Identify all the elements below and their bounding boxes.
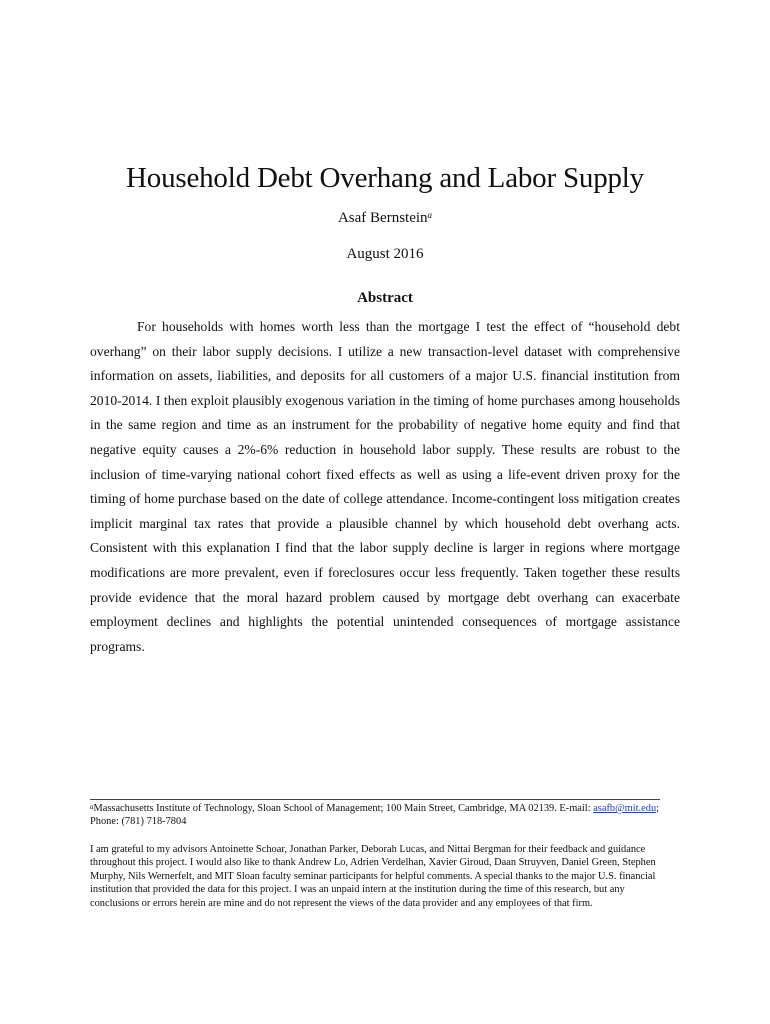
abstract-heading: Abstract bbox=[357, 290, 413, 306]
email-link[interactable]: asafb@mit.edu bbox=[593, 803, 657, 814]
author-line bbox=[0, 208, 770, 228]
footnote-divider bbox=[90, 799, 660, 800]
affiliation-text: Massachusetts Institute of Technology, Sloan School of Management; 100 Main Street, Cambridge, MA 02139. E-mail: bbox=[93, 803, 594, 814]
affiliation-footnote bbox=[90, 802, 660, 829]
author-name: Asaf Bernstein bbox=[337, 210, 428, 226]
acknowledgements-footnote: I am grateful to my advisors Antoinette Schoar, Jonathan Parker, Deborah Lucas, and Nittai Bergman for their feedback and guidance throughout this project. I would also like to thank Andrew Lo, Adrien Verdelhan, Xavier Giroud, Daan Struyven, Daniel Green, Stephen Murphy, Nils Wernerfelt, and MIT Sloan faculty seminar participants for helpful comments. A special thanks to the major U.S. financial institution that provided the data for this project. I was an unpaid intern at the institution during the time of this research, but any conclusions or errors herein are mine and do not represent the views of the data provider and any employees of that firm. bbox=[90, 844, 656, 909]
affiliation-footnote-mark: a bbox=[90, 803, 94, 811]
author-footnote-mark: a bbox=[427, 210, 433, 220]
paper-title: Household Debt Overhang and Labor Supply bbox=[126, 162, 644, 194]
paper-date: August 2016 bbox=[346, 246, 424, 262]
phone-text: ; Phone: (781) 718-7804 bbox=[90, 803, 660, 828]
abstract-text: For households with homes worth less than the mortgage I test the effect of “household debt overhang” on their labor supply decisions. I utilize a new transaction-level dataset with comprehensive information on assets, liabilities, and deposits for all customers of a major U.S. financial institution from 2010-2014. I then exploit plausibly exogenous variation in the timing of home purchases among households in the same region and time as an instrument for the probability of negative home equity and find that negative equity causes a 2%-6% reduction in household labor supply. These results are robust to the inclusion of time-varying national cohort fixed effects as well as using a life-event driven proxy for the timing of home purchase based on the date of college attendance. Income-contingent loss mitigation creates implicit marginal tax rates that provide a plausible channel by which household debt overhang acts. Consistent with this explanation I find that the labor supply decline is larger in regions where mortgage modifications are more prevalent, even if foreclosures occur less frequently. Taken together these results provide evidence that the moral hazard problem caused by mortgage debt overhang can exacerbate employment declines and highlights the potential unintended consequences of mortgage assistance programs. bbox=[90, 319, 680, 654]
